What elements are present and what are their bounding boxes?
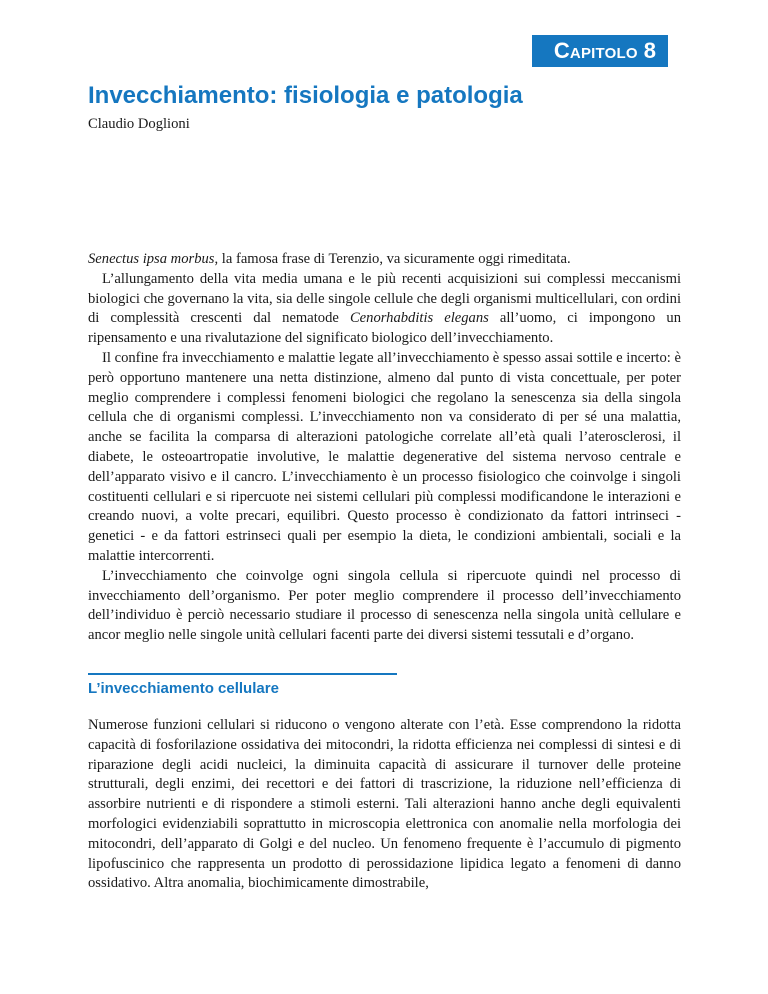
latin-quote: Senectus ipsa morbus (88, 251, 215, 267)
intro-paragraph-2 (88, 270, 681, 349)
chapter-badge (532, 35, 668, 67)
section-paragraph-1: Numerose funzioni cellulari si riducono o vengono alterate con l’età. Esse comprendono la ridotta capacità di fosforilazione ossidativa dei mitocondri, la ridotta efficienza nei complessi di sintesi e di riparazione degli acidi nucleici, la diminuita capacità di assicurare il turnover delle proteine strutturali, degli enzimi, dei recettori e dei fattori di trascrizione, la riduzione nell’efficienza di assorbire nutrienti e di rispondere a stimoli esterni. Tali alterazioni hanno anche degli equivalenti morfologici evidenziabili soprattutto in microscopia elettronica con anomalie nella morfologia dei mitocondri, dell’apparato di Golgi e del nucleo. Un fenomeno frequente è l’accumulo di pigmento lipofuscinico che rappresenta un prodotto di perossidazione lipidica legato a fenomeni di danno ossidativo. Altra anomalia, biochimicamente dimostrabile, (88, 717, 681, 892)
section-divider (88, 673, 397, 675)
chapter-label: Capitolo (553, 38, 638, 63)
intro-paragraph-1 (88, 250, 681, 270)
chapter-number: 8 (643, 38, 657, 63)
intro-paragraph-2-text-b: all’uomo, ci impongono un ripensamento e una rivalutazione del significato biologico dell’invecchiamento. (88, 310, 681, 347)
intro-paragraph-3: Il confine fra invecchiamento e malattie legate all’invecchiamento è spesso assai sottile e incerto: è però opportuno mantenere una netta distinzione, almeno dal punto di vista concettuale, per poter meglio comprendere i complessi fenomeni biologici che regolano la senescenza sia della singola cellula che di organismi complessi. L’invecchiamento non va considerato di per sé una malattia, anche se facilita la comparsa di alterazioni patologiche correlate all’età quali l’aterosclerosi, il diabete, le osteoartropatie involutive, le malattie degenerative del sistema nervoso centrale e dell’apparato visivo e il cancro. L’invecchiamento è un processo fisiologico che coinvolge i singoli costituenti cellulari e si ripercuote nei sistemi cellulari più complessi modificandone le interazioni e creando nuovi, a volte precari, equilibri. Questo processo è condizionato da fattori intrinseci - genetici - e da fattori estrinseci quali per esempio la dieta, le condizioni ambientali, sociali e la malattie intercorrenti. (88, 349, 681, 564)
chapter-title: Invecchiamento: fisiologia e patologia (88, 82, 523, 109)
intro-paragraph-1-text: , la famosa frase di Terenzio, va sicuramente oggi rimeditata. (214, 251, 571, 267)
intro-paragraph-4: L’invecchiamento che coinvolge ogni singola cellula si ripercuote quindi nel processo di invecchiamento dell’organismo. Per poter meglio comprendere il processo dell’invecchiamento dell’individuo è perciò necessario studiare il processo di senescenza nella singola unità cellulare e ancor meglio nelle singole unità cellulari facenti parte dei diversi sistemi tessutali e d’organo. (88, 567, 681, 644)
intro-text (88, 250, 681, 646)
species-name: Cenorhabditis elegans (349, 310, 489, 327)
intro-paragraph-2-text-a: L’allungamento della vita media umana e le più recenti acquisizioni sui complessi meccanismi biologici che governano la vita, sia delle singole cellule che degli organismi multicellulari, con ordini di complessità crescenti dal nematode (88, 270, 681, 327)
author-name: Claudio Doglioni (88, 116, 190, 132)
section-text (88, 716, 681, 894)
section-heading: L’invecchiamento cellulare (88, 680, 279, 697)
